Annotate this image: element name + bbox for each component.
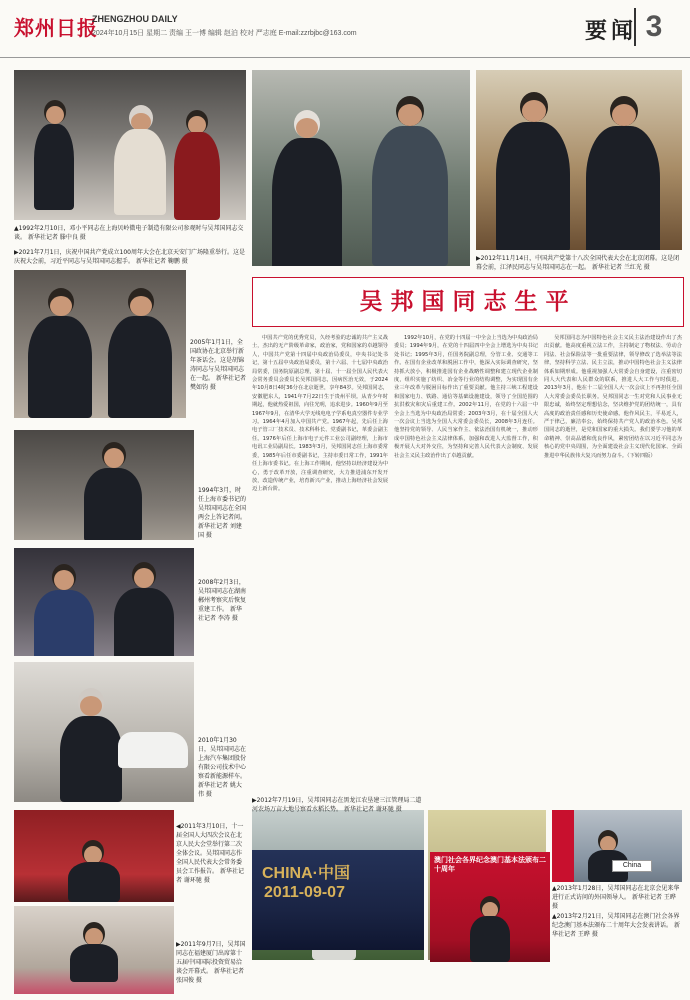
photo-3 bbox=[476, 70, 682, 250]
photo-6-caption: 2008年2月3日，吴邦国同志在湖南郴州考察灾后恢复重建工作。 新华社记者 李涛 摄 bbox=[198, 579, 247, 622]
photo-2-caption: ▶2021年7月1日，庆祝中国共产党成立100周年大会在北京天安门广场隆重举行。这是庆祝大会前，习近平同志与吴邦国同志握手。 新华社记者 鞠鹏 摄 bbox=[14, 249, 245, 265]
photo-9 bbox=[14, 810, 174, 902]
section-title: 要闻 bbox=[585, 18, 638, 44]
photo-5-caption: 1994年3月，时任上海市委书记的吴邦国同志在全国两会上答记者问。 新华社记者 刘建国 摄 bbox=[198, 487, 247, 539]
headline-box bbox=[252, 277, 684, 327]
china-table-sign: China bbox=[612, 860, 652, 872]
photo-1-caption: ▲1992年2月10日，邓小平同志在上海贝岭微电子制造有限公司参观时与吴邦国同志交谈。 新华社记者 滕中良 摄 bbox=[14, 225, 244, 241]
photo-13 bbox=[552, 810, 682, 882]
photo-9-caption: ◀2011年3月10日，十一届全国人大四次会议在北京人民大会堂举行第二次全体会议。吴邦国同志作全国人民代表大会常务委员会工作报告。 新华社记者 谢环驰 摄 bbox=[176, 823, 244, 884]
photo-7 bbox=[14, 662, 194, 802]
photo-8-caption: ▶2012年7月19日，吴邦国同志在黑龙江农垦建三江管理局二道河农场万亩大地号察看水稻长势。 新华社记者 谢环驰 摄 bbox=[252, 797, 422, 813]
photo-3-caption: ▶2012年11月14日，中国共产党第十八次全国代表大会在北京闭幕。这是闭幕会前，江泽民同志与吴邦国同志在一起。 新华社记者 兰红光 摄 bbox=[476, 255, 680, 271]
photo-7-caption: 2010年1月30日，吴邦国同志在上海汽车集团股份有限公司技术中心察看新能源样车。 新华社记者 姚大伟 摄 bbox=[198, 737, 247, 798]
photo-1 bbox=[14, 70, 246, 220]
photo-11 bbox=[252, 850, 424, 950]
photo-4 bbox=[14, 270, 186, 418]
photo-10-caption: ▶2011年9月7日，吴邦国同志在福建厦门出席第十五届中国国际投资贸易洽谈会开幕式。 新华社记者 张国俊 摄 bbox=[176, 941, 246, 984]
masthead bbox=[0, 0, 690, 58]
paper-name: ZHENGZHOU DAILY bbox=[92, 14, 178, 24]
photo-2 bbox=[252, 70, 470, 266]
article-column-1: 中国共产党的优秀党员，久经考验的忠诚的共产主义战士，杰出的无产阶级革命家，政治家，党和国家的卓越领导人，中国共产党第十四届中央政治局委员，中央书记处书记，第十五届中央政治局委员，第十六届、十七届中央政治局常委，国务院原副总理，第十届、十一届全国人民代表大会常务委员会委员长吴邦国同志，因病医治无效，于2024年10月8日4时36分在北京逝世，享年84岁。吴邦国同志，安徽肥东人，1941年7月22日生于贵州平坝。从青少年时期起，他就热爱祖国，向往光明，追求进步。1960年9月至1967年9月，在清华大学无线电电子学系电真空器件专业学习。1964年4月加入中国共产党。1967年起，先后任上海电子管三厂技术员、技术科科长、党委副书记，革委会副主任。1976年后任上海市电子元件工业公司副经理，上海市电讯工业局副局长。1983年3月，吴邦国同志任上海市委常委，1985年后任市委副书记，主持市委日常工作，1991年任上海市委书记。在上海工作期间，他坚持以经济建设为中心，勇于改革开放，注重调查研究，大力推进浦东开发开放，改造传统产业，培育新兴产业，推动上海经济社会发展迈上新台阶。 bbox=[252, 335, 388, 493]
photo-14-caption: ▲2013年2月21日，吴邦国同志在澳门社会各界纪念澳门基本法颁布二十周年大会发表讲话。 新华社记者 王晔 摄 bbox=[552, 913, 680, 938]
article-column-2: 1992年10月，在党的十四届一中全会上当选为中央政治局委员；1994年9月，在党的十四届四中全会上增选为中央书记处书记；1995年3月，任国务院副总理，分管工业、交通等工作。在国有企业改革和脱困工作中，他深入实际调查研究，坚持抓大放小，积极推进国有企业战略性调整和建立现代企业制度，组织实施了纺织、冶金等行业的结构调整，为实现国有企业三年改革与脱困目标作出了重要贡献。他主持三峡工程建设和国家电力、铁路、通信等基础设施建设，领导了全国范围的抗洪救灾和灾后重建工作。2002年11月，在党的十六届一中全会上当选为中央政治局常委；2003年3月，在十届全国人大一次会议上当选为全国人大常委会委员长，2008年3月连任。他坚持党的领导、人民当家作主、依法治国有机统一，推动形成中国特色社会主义法律体系，加强和改进人大监督工作，积极开展人大对外交往，为坚持和完善人民代表大会制度、发展社会主义民主政治作出了卓越贡献。 bbox=[394, 335, 538, 459]
photo-13-caption: ▲2013年1月28日，吴邦国同志在北京会见来华进行正式访问的外国领导人。 新华社记者 王晔 摄 bbox=[552, 885, 680, 910]
page-number: 3 bbox=[634, 8, 672, 46]
photo-4-caption: 2005年1月1日，全国政协在北京举行新年茶话会。这是胡锦涛同志与吴邦国同志在一起。 新华社记者 樊如钧 摄 bbox=[190, 339, 246, 391]
macau-banner-text: 澳门社会各界纪念澳门基本法颁布二十周年 bbox=[434, 856, 546, 873]
article-column-3: 吴邦国同志为中国特色社会主义民主法治建设作出了杰出贡献。他高度重视立法工作，主持制定了物权法、劳动合同法、社会保险法等一批重要法律，领导修改了选举法等法律，坚持科学立法、民主立法，推动中国特色社会主义法律体系如期形成。他重视加强人大常委会自身建设，注重密切同人大代表和人民群众的联系，推进人大工作与时俱进。2013年3月，他在十二届全国人大一次会议上不再担任全国人大常委会委员长职务。吴邦国同志一生对党和人民事业无限忠诚，始终坚定理想信念，坚决维护党的团结统一，具有高度的政治责任感和历史使命感。他作风民主，平易近人，严于律己，廉洁奉公，始终保持共产党人的政治本色。吴邦国同志的逝世，是党和国家的重大损失。我们要学习他的革命精神、崇高品德和优良作风，紧密团结在以习近平同志为核心的党中央周围，为全面建设社会主义现代化国家、全面推进中华民族伟大复兴而努力奋斗。（下转四版） bbox=[544, 335, 682, 459]
cifit-banner-date: 2011-09-07 bbox=[264, 884, 345, 901]
photo-6 bbox=[14, 548, 194, 656]
issue-info: 2024年10月15日 星期二 责编 王一博 编辑 赵泊 校对 严志庭 E-mail:zzrbjbc@163.com bbox=[92, 30, 357, 37]
photo-10 bbox=[14, 906, 174, 994]
article-headline: 吴邦国同志生平 bbox=[359, 288, 577, 315]
newspaper-logo: 郑州日报 bbox=[14, 16, 98, 40]
photo-5 bbox=[14, 430, 194, 540]
cifit-banner-text: CHINA·中国 bbox=[262, 865, 350, 882]
photo-14 bbox=[430, 852, 550, 962]
